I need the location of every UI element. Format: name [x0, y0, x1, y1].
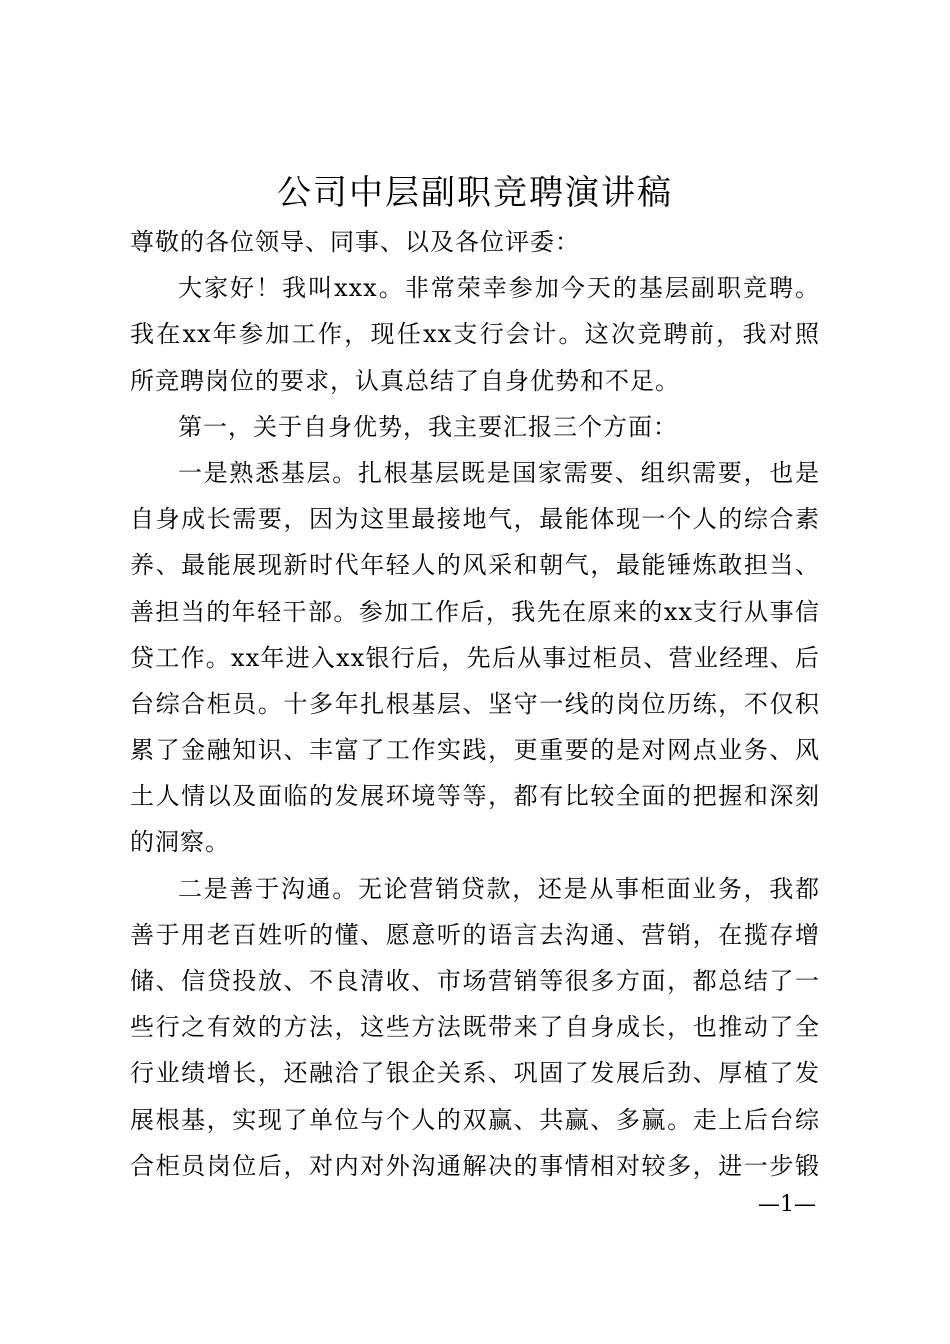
document-title: 公司中层副职竞聘演讲稿 [277, 173, 673, 213]
paragraph-line: 合柜员岗位后，对内对外沟通解决的事情相对较多，进一步锻 [130, 1151, 820, 1180]
paragraph-line: 大家好！我叫xxx。非常荣幸参加今天的基层副职竞聘。 [178, 274, 820, 303]
salutation-line: 尊敬的各位领导、同事、以及各位评委： [130, 228, 580, 256]
paragraph-line: 贷工作。xx年进入xx银行后，先后从事过柜员、营业经理、后 [130, 643, 820, 672]
paragraph-line: 二是善于沟通。无论营销贷款，还是从事柜面业务，我都 [178, 874, 820, 903]
paragraph-line: 的洞察。 [130, 828, 230, 857]
paragraph-line: 善担当的年轻干部。参加工作后，我先在原来的xx支行从事信 [130, 597, 820, 626]
paragraph-line: 一是熟悉基层。扎根基层既是国家需要、组织需要，也是 [178, 458, 820, 487]
paragraph-line: 些行之有效的方法，这些方法既带来了自身成长，也推动了全 [130, 1013, 820, 1042]
paragraph-line: 行业绩增长，还融洽了银企关系、巩固了发展后劲、厚植了发 [130, 1059, 820, 1088]
paragraph-line: 第一，关于自身优势，我主要汇报三个方面： [178, 412, 678, 441]
paragraph-line: 我在xx年参加工作，现任xx支行会计。这次竞聘前，我对照 [130, 320, 820, 349]
paragraph-line: 所竞聘岗位的要求，认真总结了自身优势和不足。 [130, 366, 680, 395]
paragraph-line: 养、最能展现新时代年轻人的风采和朝气，最能锤炼敢担当、 [130, 551, 820, 580]
paragraph-line: 台综合柜员。十多年扎根基层、坚守一线的岗位历练，不仅积 [130, 689, 820, 718]
paragraph-line: 自身成长需要，因为这里最接地气，最能体现一个人的综合素 [130, 505, 820, 534]
paragraph-line: 累了金融知识、丰富了工作实践，更重要的是对网点业务、风 [130, 736, 820, 765]
paragraph-line: 土人情以及面临的发展环境等等，都有比较全面的把握和深刻 [130, 782, 820, 811]
page-number: —1— [758, 1192, 816, 1217]
document-body [130, 219, 820, 1189]
paragraph-line: 展根基，实现了单位与个人的双赢、共赢、多赢。走上后台综 [130, 1105, 820, 1134]
paragraph-line: 储、信贷投放、不良清收、市场营销等很多方面，都总结了一 [130, 967, 820, 995]
paragraph-line: 善于用老百姓听的懂、愿意听的语言去沟通、营销，在揽存增 [130, 920, 820, 949]
